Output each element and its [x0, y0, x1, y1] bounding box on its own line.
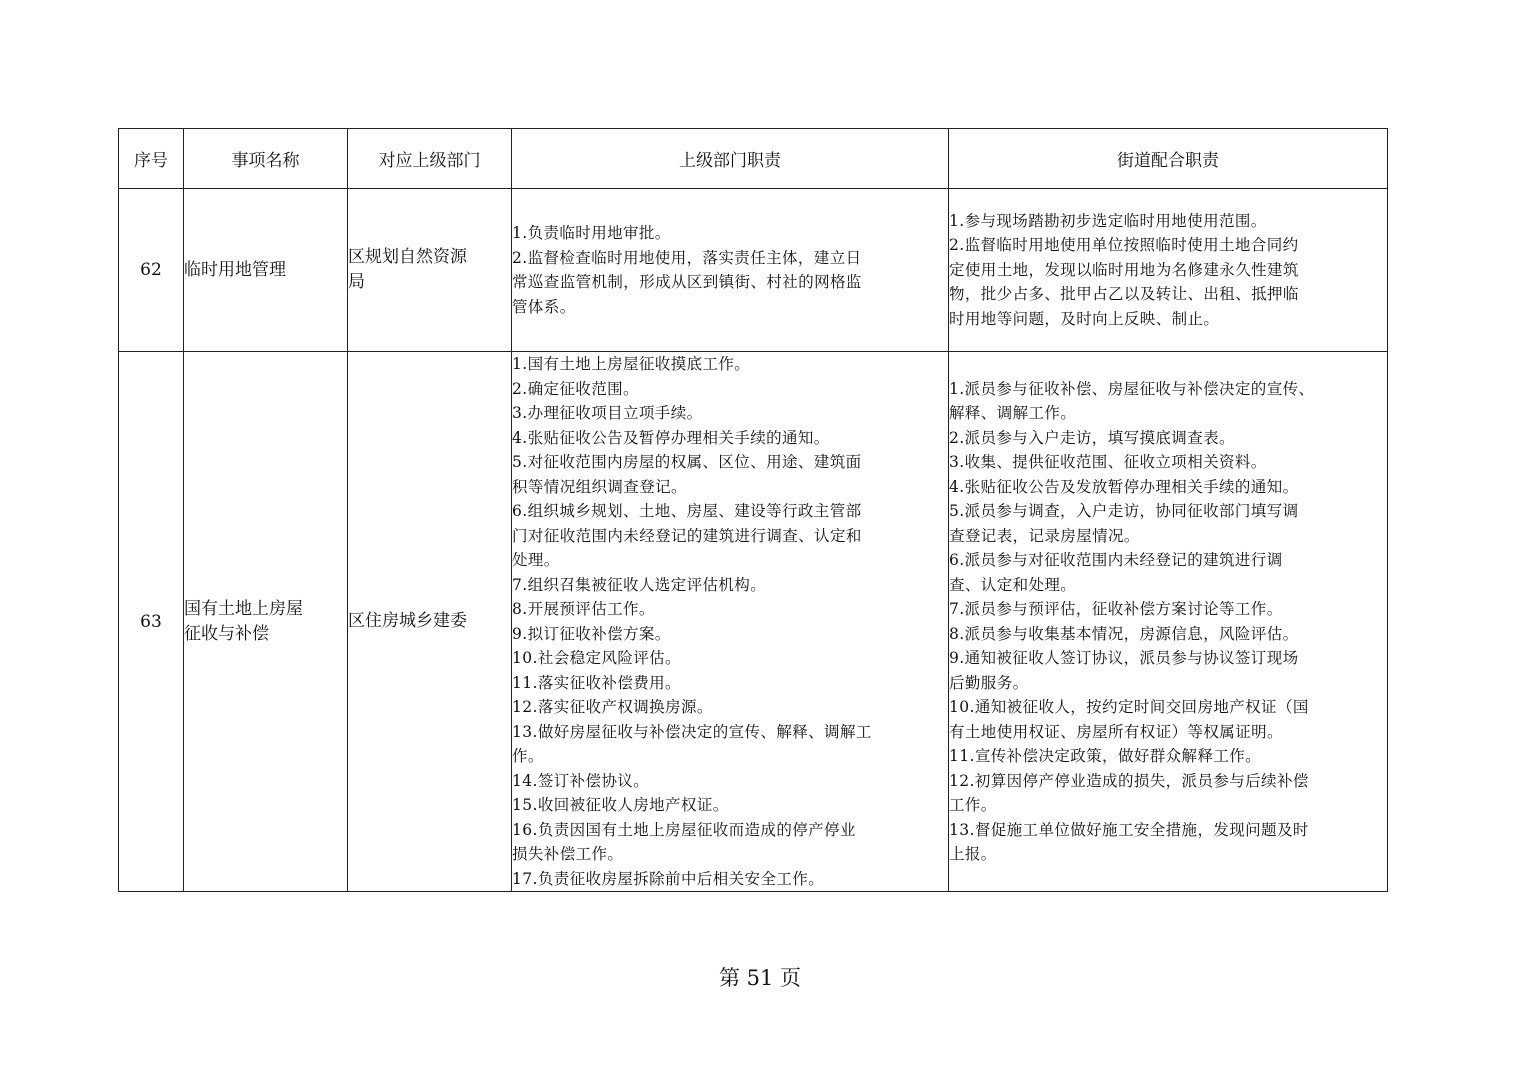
text-line: 15.收回被征收人房地产权证。: [512, 796, 729, 814]
header-street-duty: 街道配合职责: [949, 129, 1388, 189]
text-line: 12.落实征收产权调换房源。: [512, 698, 713, 716]
row-item-name: [184, 352, 348, 892]
text-line: 10.社会稳定风险评估。: [512, 649, 681, 667]
responsibility-table: [118, 128, 1388, 892]
text-line: 17.负责征收房屋拆除前中后相关安全工作。: [512, 869, 825, 888]
text-line: 4.张贴征收公告及发放暂停办理相关手续的通知。: [949, 477, 1299, 496]
table-row: [119, 189, 1388, 352]
row-upper-dept: [348, 189, 512, 352]
text-line: 5.派员参与调查，入户走访，协同征收部门填写调: [949, 502, 1299, 520]
text-line: 8.开展预评估工作。: [512, 600, 655, 618]
text-line: 1.参与现场踏勘初步选定临时用地使用范围。: [949, 211, 1267, 230]
text-line: 后勤服务。: [949, 673, 1029, 692]
text-line: 6.组织城乡规划、土地、房屋、建设等行政主管部: [512, 502, 862, 520]
text-line: 区住房城乡建委: [348, 611, 467, 631]
text-line: 3.办理征收项目立项手续。: [512, 404, 703, 422]
text-line: 定使用土地，发现以临时用地为名修建永久性建筑: [949, 260, 1299, 279]
header-upper-dept: 对应上级部门: [348, 129, 512, 189]
text-line: 积等情况组织调查登记。: [512, 477, 687, 496]
text-line: 时用地等问题，及时向上反映、制止。: [949, 309, 1220, 328]
text-line: 3.收集、提供征收范围、征收立项相关资料。: [949, 453, 1267, 471]
text-line: 11.落实征收补偿费用。: [512, 673, 681, 692]
text-line: 查、认定和处理。: [949, 575, 1077, 594]
page-number: 第 51 页: [718, 966, 802, 990]
text-line: 14.签订补偿协议。: [512, 771, 650, 790]
text-line: 有土地使用权证、房屋所有权证）等权属证明。: [949, 722, 1283, 741]
text-line: 4.张贴征收公告及暂停办理相关手续的通知。: [512, 428, 830, 447]
text-line: 常巡查监管机制，形成从区到镇街、村社的网格监: [512, 273, 862, 291]
text-line: 13.做好房屋征收与补偿决定的宣传、解释、调解工: [512, 722, 872, 741]
row-serial: 62: [119, 189, 184, 352]
text-line: 5.对征收范围内房屋的权属、区位、用途、建筑面: [512, 453, 862, 471]
text-line: 7.派员参与预评估，征收补偿方案讨论等工作。: [949, 600, 1283, 618]
text-line: 局: [348, 272, 365, 292]
text-line: 8.派员参与收集基本情况，房源信息，风险评估。: [949, 624, 1299, 643]
text-line: 查登记表，记录房屋情况。: [949, 526, 1140, 545]
text-line: 9.通知被征收人签订协议，派员参与协议签订现场: [949, 649, 1299, 667]
text-line: 2.监督检查临时用地使用，落实责任主体，建立日: [512, 248, 862, 267]
row-street-duty: [949, 189, 1388, 352]
text-line: 9.拟订征收补偿方案。: [512, 624, 671, 643]
text-line: 管体系。: [512, 297, 576, 316]
row-upper-dept: [348, 352, 512, 892]
text-line: 解释、调解工作。: [949, 404, 1077, 422]
text-line: 征收与补偿: [184, 623, 269, 644]
row-upper-duty: [512, 352, 949, 892]
text-line: 处理。: [512, 551, 560, 569]
text-line: 12.初算因停产停业造成的损失，派员参与后续补偿: [949, 771, 1309, 790]
text-line: 10.通知被征收人，按约定时间交回房地产权证（国: [949, 698, 1309, 716]
row-serial: 63: [119, 352, 184, 892]
text-line: 区规划自然资源: [348, 247, 467, 267]
header-item-name: 事项名称: [184, 129, 348, 189]
text-line: 2.派员参与入户走访，填写摸底调查表。: [949, 428, 1235, 447]
text-line: 11.宣传补偿决定政策，做好群众解释工作。: [949, 747, 1262, 765]
text-line: 13.督促施工单位做好施工安全措施，发现问题及时: [949, 820, 1309, 839]
text-line: 临时用地管理: [184, 259, 286, 280]
header-serial: 序号: [119, 129, 184, 189]
text-line: 2.监督临时用地使用单位按照临时使用土地合同约: [949, 236, 1299, 255]
row-upper-duty: [512, 189, 949, 352]
table-row: [119, 352, 1388, 892]
text-line: 2.确定征收范围。: [512, 379, 639, 398]
row-item-name: [184, 189, 348, 352]
text-line: 1.国有土地上房屋征收摸底工作。: [512, 355, 751, 373]
text-line: 物，批少占多、批甲占乙以及转让、出租、抵押临: [949, 285, 1299, 304]
row-street-duty: [949, 352, 1388, 892]
table-header-row: [119, 129, 1388, 189]
text-line: 工作。: [949, 796, 997, 814]
text-line: 7.组织召集被征收人选定评估机构。: [512, 575, 767, 594]
text-line: 门对征收范围内未经登记的建筑进行调查、认定和: [512, 526, 862, 545]
text-line: 1.派员参与征收补偿、房屋征收与补偿决定的宣传、: [949, 379, 1315, 398]
header-upper-duty: 上级部门职责: [512, 129, 949, 189]
text-line: 上报。: [949, 845, 997, 863]
text-line: 6.派员参与对征收范围内未经登记的建筑进行调: [949, 551, 1283, 569]
text-line: 国有土地上房屋: [184, 598, 303, 619]
text-line: 作。: [512, 747, 544, 765]
text-line: 1.负责临时用地审批。: [512, 224, 671, 242]
text-line: 损失补偿工作。: [512, 845, 624, 863]
text-line: 16.负责因国有土地上房屋征收而造成的停产停业: [512, 820, 856, 839]
